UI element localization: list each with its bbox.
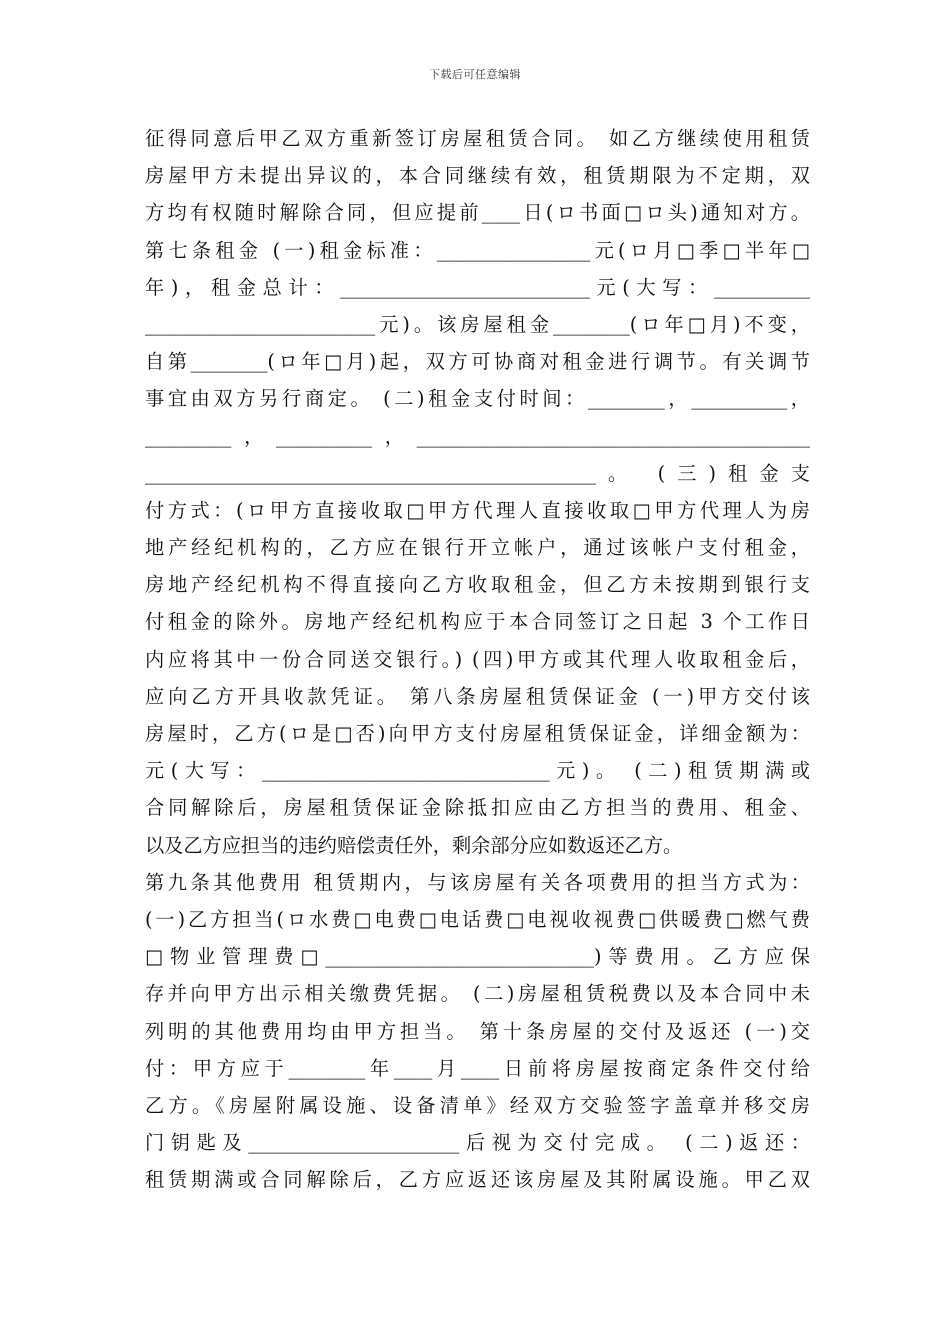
- text-line: 房地产经纪机构不得直接向乙方收取租金，但乙方未按期到银行支: [145, 573, 810, 597]
- text-line: 乙方。《房屋附属设施、设备清单》经双方交验签字盖章并移交房: [145, 1093, 810, 1117]
- text-line: □物业管理费□____________________________)等费用。乙方应保: [145, 945, 810, 969]
- text-line: 地产经纪机构的，乙方应在银行开立帐户，通过该帐户支付租金，: [145, 536, 810, 560]
- text-line: 存并向甲方出示相关缴费凭据。 (二)房屋租赁税费以及本合同中未: [145, 982, 810, 1006]
- text-line: 付：甲方应于________年____月____日前将房屋按商定条件交付给: [145, 1056, 810, 1080]
- text-line: 房屋时，乙方(ロ是□否)向甲方支付房屋租赁保证金，详细金额为：: [145, 722, 810, 745]
- text-line: _________，__________，_________________________________________: [145, 424, 810, 448]
- text-line: 以及乙方应担当的违约赔偿责任外，剩余部分应如数返还乙方。: [145, 833, 683, 857]
- text-line: ________________________元)。该房屋租金________(ロ年□月)不变，: [145, 312, 810, 336]
- text-line: 第七条租金 (一)租金标准：________________元(ロ月□季□半年□: [145, 238, 810, 262]
- text-line: _______________________________________________。 (三)租金支: [145, 461, 810, 485]
- text-line: 元(大写：______________________________元)。 (二)租赁期满或: [145, 759, 810, 783]
- text-line: 方均有权随时解除合同，但应提前____日(ロ书面□ロ头)通知对方。: [145, 201, 810, 225]
- page-header: 下载后可任意编辑: [429, 68, 521, 81]
- text-line: 租赁期满或合同解除后，乙方应返还该房屋及其附属设施。甲乙双: [145, 1168, 810, 1192]
- contract-body: [145, 120, 810, 1198]
- text-line: 年)，租金总计：__________________________元(大写：__________: [145, 275, 810, 299]
- text-line: 门钥匙及______________________后视为交付完成。 (二)返还：: [145, 1131, 810, 1155]
- text-line: 合同解除后，房屋租赁保证金除抵扣应由乙方担当的费用、租金、: [145, 796, 810, 820]
- text-line: 自第________(ロ年□月)起，双方可协商对租金进行调节。有关调节: [145, 350, 810, 374]
- text-line: 内应将其中一份合同送交银行。) (四)甲方或其代理人收取租金后，: [145, 647, 810, 671]
- text-line: 付租金的除外。房地产经纪机构应于本合同签订之日起 3 个工作日: [145, 610, 810, 634]
- text-line: (一)乙方担当(ロ水费□电费□电话费□电视收视费□供暖费□燃气费: [145, 907, 810, 931]
- text-line: 第九条其他费用 租赁期内，与该房屋有关各项费用的担当方式为：: [145, 870, 810, 894]
- text-line: 征得同意后甲乙双方重新签订房屋租赁合同。 如乙方继续使用租赁: [145, 127, 810, 150]
- text-line: 付方式：(ロ甲方直接收取□甲方代理人直接收取□甲方代理人为房: [145, 498, 810, 522]
- text-line: 列明的其他费用均由甲方担当。 第十条房屋的交付及返还 (一)交: [145, 1019, 810, 1043]
- text-line: 房屋甲方未提出异议的，本合同继续有效，租赁期限为不定期，双: [145, 164, 810, 188]
- text-line: 应向乙方开具收款凭证。 第八条房屋租赁保证金 (一)甲方交付该: [145, 684, 810, 708]
- text-line: 事宜由双方另行商定。 (二)租金支付时间：________，__________，: [145, 387, 810, 411]
